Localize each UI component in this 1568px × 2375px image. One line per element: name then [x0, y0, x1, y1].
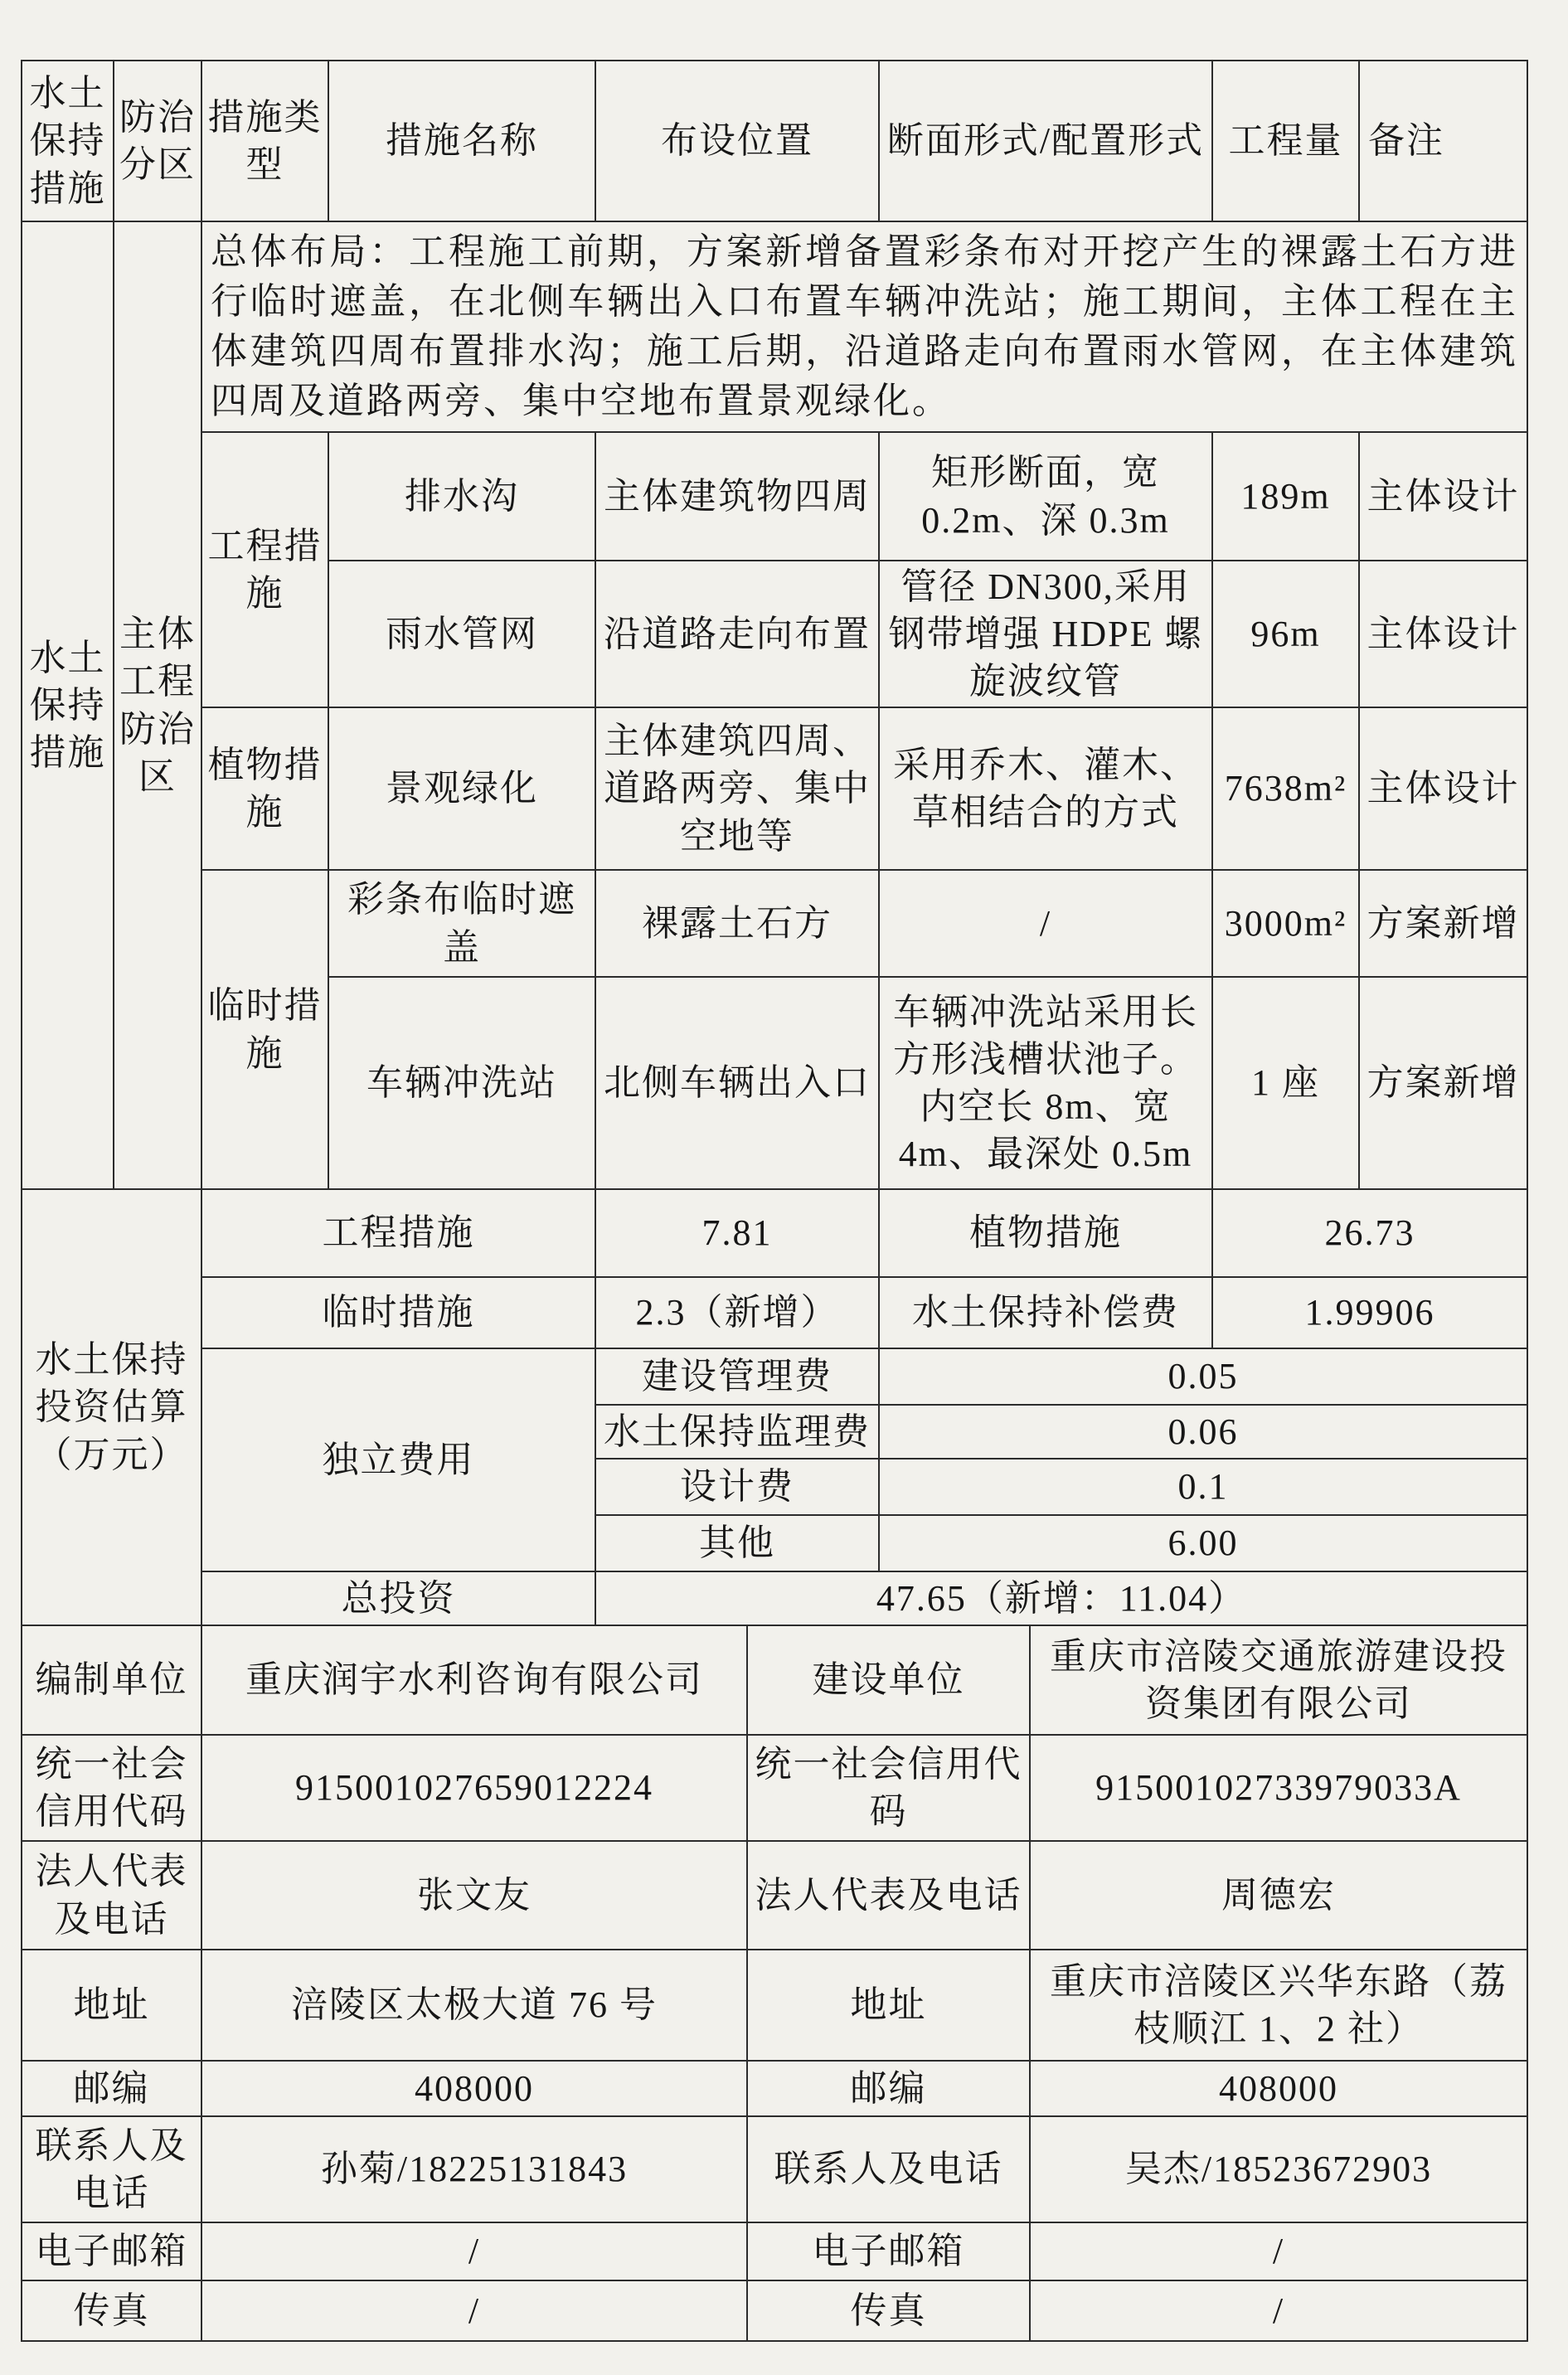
- measure-remark: 主体设计: [1360, 708, 1528, 871]
- compiler-field-value: /: [202, 2281, 748, 2342]
- measure-quantity: 7638m²: [1213, 708, 1360, 871]
- measure-quantity: 189m: [1213, 433, 1360, 561]
- independent-item-value: 6.00: [880, 1516, 1528, 1572]
- soil-water-form-table: [21, 60, 1528, 2342]
- independent-item-label: 建设管理费: [596, 1349, 880, 1406]
- builder-field-label: 统一社会信用代码: [748, 1736, 1031, 1842]
- measure-type-engineering: 工程措施: [202, 433, 329, 708]
- measure-remark: 主体设计: [1360, 561, 1528, 708]
- independent-item-label: 设计费: [596, 1459, 880, 1516]
- measure-quantity: 1 座: [1213, 978, 1360, 1190]
- header-name: 措施名称: [329, 61, 596, 222]
- compiler-field-label: 电子邮箱: [22, 2223, 202, 2281]
- measure-quantity: 3000m²: [1213, 871, 1360, 978]
- plant-cost-value: 26.73: [1213, 1190, 1528, 1278]
- measure-remark: 主体设计: [1360, 433, 1528, 561]
- compiler-field-value: 孙菊/18225131843: [202, 2117, 748, 2223]
- independent-cost-label: 独立费用: [202, 1349, 596, 1572]
- measure-quantity: 96m: [1213, 561, 1360, 708]
- header-zone: 防治分区: [114, 61, 202, 222]
- compensation-fee-label: 水土保持补偿费: [880, 1278, 1213, 1349]
- builder-field-value: 408000: [1031, 2062, 1528, 2117]
- measure-location: 沿道路走向布置: [596, 561, 880, 708]
- builder-field-label: 地址: [748, 1950, 1031, 2062]
- compiler-field-label: 联系人及电话: [22, 2117, 202, 2223]
- compiler-field-value: 915001027659012224: [202, 1736, 748, 1842]
- builder-field-label: 法人代表及电话: [748, 1842, 1031, 1950]
- measure-form: 矩形断面，宽 0.2m、深 0.3m: [880, 433, 1213, 561]
- compiler-field-label: 邮编: [22, 2062, 202, 2117]
- builder-field-value: 91500102733979033A: [1031, 1736, 1528, 1842]
- compiler-field-value: 重庆润宇水利咨询有限公司: [202, 1626, 748, 1736]
- builder-field-value: /: [1031, 2281, 1528, 2342]
- measure-name: 景观绿化: [329, 708, 596, 871]
- builder-field-label: 电子邮箱: [748, 2223, 1031, 2281]
- measure-remark: 方案新增: [1360, 871, 1528, 978]
- temporary-cost-value: 2.3（新增）: [596, 1278, 880, 1349]
- header-form: 断面形式/配置形式: [880, 61, 1213, 222]
- independent-item-label: 其他: [596, 1516, 880, 1572]
- header-measure: 水土保持措施: [22, 61, 114, 222]
- temporary-cost-label: 临时措施: [202, 1278, 596, 1349]
- measure-type-temporary: 临时措施: [202, 871, 329, 1190]
- builder-field-label: 联系人及电话: [748, 2117, 1031, 2223]
- compiler-field-value: 涪陵区太极大道 76 号: [202, 1950, 748, 2062]
- measure-remark: 方案新增: [1360, 978, 1528, 1190]
- header-type: 措施类型: [202, 61, 329, 222]
- builder-field-value: /: [1031, 2223, 1528, 2281]
- builder-field-value: 重庆市涪陵区兴华东路（荔枝顺江 1、2 社）: [1031, 1950, 1528, 2062]
- compiler-field-label: 传真: [22, 2281, 202, 2342]
- independent-item-value: 0.05: [880, 1349, 1528, 1406]
- builder-field-value: 周德宏: [1031, 1842, 1528, 1950]
- independent-item-value: 0.1: [880, 1459, 1528, 1516]
- measure-name: 雨水管网: [329, 561, 596, 708]
- measure-location: 主体建筑四周、道路两旁、集中空地等: [596, 708, 880, 871]
- total-investment-value: 47.65（新增：11.04）: [596, 1572, 1528, 1626]
- compiler-field-label: 地址: [22, 1950, 202, 2062]
- plant-cost-label: 植物措施: [880, 1190, 1213, 1278]
- measure-type-plant: 植物措施: [202, 708, 329, 871]
- compiler-field-value: 张文友: [202, 1842, 748, 1950]
- compiler-field-value: 408000: [202, 2062, 748, 2117]
- engineering-cost-value: 7.81: [596, 1190, 880, 1278]
- zone-label: 主体工程防治区: [114, 222, 202, 1190]
- builder-field-label: 建设单位: [748, 1626, 1031, 1736]
- investment-label: 水土保持投资估算（万元）: [22, 1190, 202, 1626]
- measure-name: 排水沟: [329, 433, 596, 561]
- measure-form: 采用乔木、灌木、草相结合的方式: [880, 708, 1213, 871]
- measure-form: 管径 DN300,采用钢带增强 HDPE 螺旋波纹管: [880, 561, 1213, 708]
- independent-item-label: 水土保持监理费: [596, 1406, 880, 1459]
- measure-group-label: 水土保持措施: [22, 222, 114, 1190]
- compiler-field-value: /: [202, 2223, 748, 2281]
- measure-form: 车辆冲洗站采用长方形浅槽状池子。内空长 8m、宽 4m、最深处 0.5m: [880, 978, 1213, 1190]
- overall-layout: 总体布局：工程施工前期，方案新增备置彩条布对开挖产生的裸露土石方进行临时遮盖，在北侧车辆出入口布置车辆冲洗站；施工期间，主体工程在主体建筑四周布置排水沟；施工后期，沿道路走向布置雨水管网，在主体建筑四周及道路两旁、集中空地布置景观绿化。: [202, 222, 1528, 433]
- measure-location: 裸露土石方: [596, 871, 880, 978]
- builder-field-label: 传真: [748, 2281, 1031, 2342]
- header-quantity: 工程量: [1213, 61, 1360, 222]
- measure-location: 北侧车辆出入口: [596, 978, 880, 1190]
- compiler-field-label: 法人代表及电话: [22, 1842, 202, 1950]
- compiler-field-label: 编制单位: [22, 1626, 202, 1736]
- total-investment-label: 总投资: [202, 1572, 596, 1626]
- compensation-fee-value: 1.99906: [1213, 1278, 1528, 1349]
- header-remark: 备注: [1360, 61, 1528, 222]
- builder-field-value: 重庆市涪陵交通旅游建设投资集团有限公司: [1031, 1626, 1528, 1736]
- builder-field-label: 邮编: [748, 2062, 1031, 2117]
- measure-name: 车辆冲洗站: [329, 978, 596, 1190]
- builder-field-value: 吴杰/18523672903: [1031, 2117, 1528, 2223]
- measure-name: 彩条布临时遮盖: [329, 871, 596, 978]
- compiler-field-label: 统一社会信用代码: [22, 1736, 202, 1842]
- measure-location: 主体建筑物四周: [596, 433, 880, 561]
- header-location: 布设位置: [596, 61, 880, 222]
- measure-form: /: [880, 871, 1213, 978]
- engineering-cost-label: 工程措施: [202, 1190, 596, 1278]
- independent-item-value: 0.06: [880, 1406, 1528, 1459]
